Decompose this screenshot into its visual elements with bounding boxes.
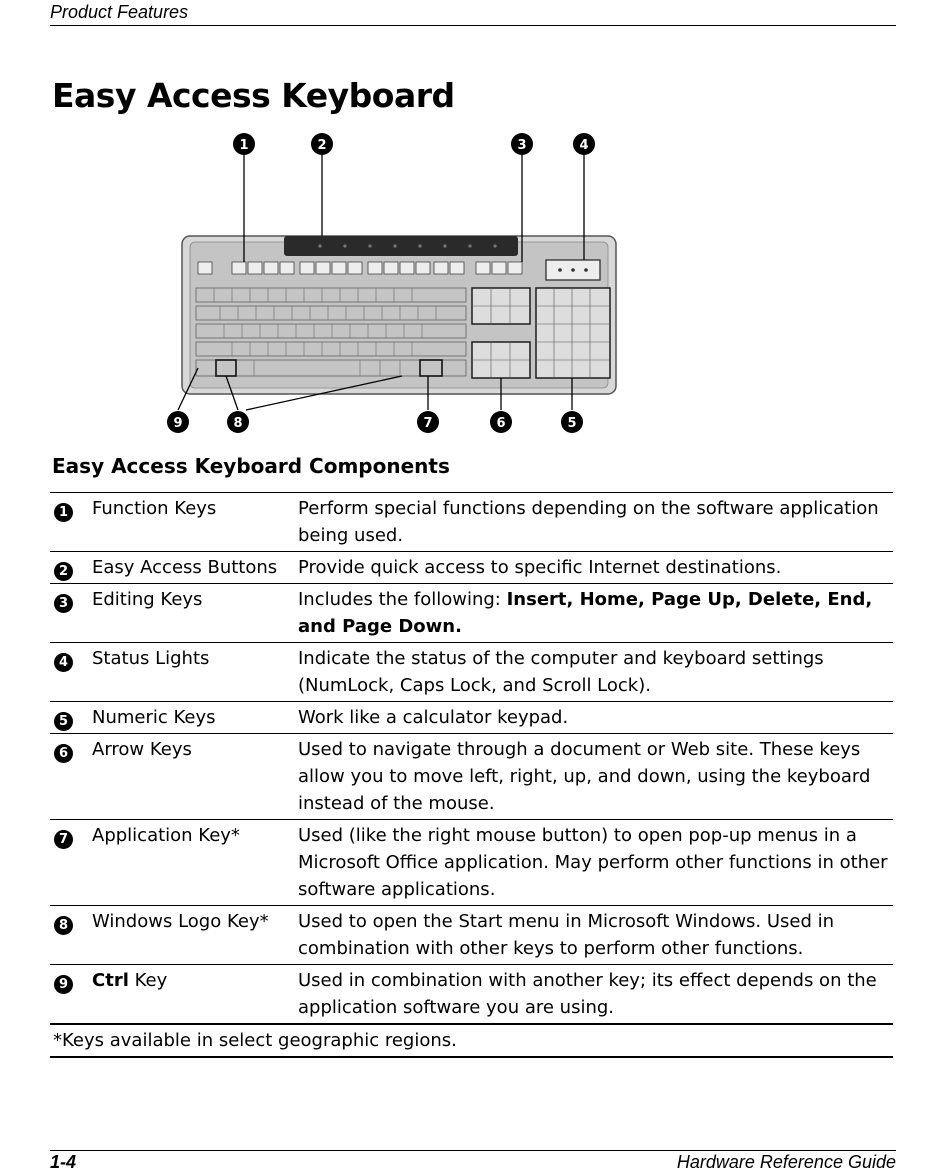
callout-bullet: 2 [54,562,73,581]
callout-bullet: 3 [54,594,73,613]
callout-1 [233,133,255,155]
callout-3 [511,133,533,155]
callout-bullet: 4 [54,653,73,672]
page-title: Easy Access Keyboard [52,76,455,115]
svg-text:8: 8 [233,416,243,431]
component-description: Provide quick access to specific Internet destinations. [298,557,782,578]
table-row [50,820,893,906]
component-name: Status Lights [92,648,210,669]
function-keys-row [232,262,522,274]
table-row [50,552,893,584]
table-row [50,906,893,965]
svg-text:7: 7 [423,416,433,431]
numeric-keypad [536,288,610,378]
component-name: Editing Keys [92,589,203,610]
table-row [50,965,893,1025]
component-name: Key [128,970,168,991]
section-title: Easy Access Keyboard Components [52,454,450,478]
component-name-bold: Ctrl [92,970,129,991]
svg-text:1: 1 [239,138,249,153]
component-description-bold: Insert, Home, Page Up, Delete, End, and Page Down. [298,589,873,637]
callout-bullet: 9 [54,975,73,994]
svg-text:6: 6 [496,416,506,431]
svg-text:2: 2 [317,138,327,153]
component-name: Numeric Keys [92,707,216,728]
running-head: Product Features [50,2,896,26]
callout-bullet: 5 [54,712,73,731]
components-table [50,492,893,1058]
keyboard-diagram [160,128,620,440]
component-name: Easy Access Buttons [92,557,278,578]
callout-bullet: 1 [54,503,73,522]
callout-9 [167,411,189,433]
callout-bullet: 6 [54,744,73,763]
callout-6 [490,411,512,433]
svg-text:9: 9 [173,416,183,431]
component-name: Application Key* [92,825,240,846]
table-row [50,643,893,702]
svg-text:4: 4 [579,138,589,153]
page-number: 1-4 [50,1152,77,1172]
component-description: Used in combination with another key; its effect depends on the application software you are using. [298,970,877,1018]
component-description: Indicate the status of the computer and keyboard settings (NumLock, Caps Lock, and Scroll Lock). [298,648,824,696]
callout-7 [417,411,439,433]
callout-5 [561,411,583,433]
callout-8 [227,411,249,433]
component-name: Function Keys [92,498,217,519]
table-row [50,493,893,552]
guide-title: Hardware Reference Guide [676,1152,896,1172]
component-description: Used (like the right mouse button) to open pop-up menus in a Microsoft Office application. May perform other functions in other software applications. [298,825,888,900]
component-description: Used to navigate through a document or Web site. These keys allow you to move left, right, up, and down, using the keyboard instead of the mouse. [298,739,871,814]
component-description: Perform special functions depending on the software application being used. [298,498,879,546]
callout-2 [311,133,333,155]
svg-text:3: 3 [517,138,527,153]
svg-text:5: 5 [567,416,577,431]
table-row [50,702,893,734]
callout-bullet: 7 [54,830,73,849]
callout-bullet: 8 [54,916,73,935]
component-name: Arrow Keys [92,739,192,760]
callout-4 [573,133,595,155]
component-description: Used to open the Start menu in Microsoft Windows. Used in combination with other keys to perform other functions. [298,911,835,959]
table-row [50,584,893,643]
page-footer [50,1150,896,1173]
table-row [50,734,893,820]
component-description: Work like a calculator keypad. [298,707,569,728]
table-footnote-row [50,1024,893,1057]
component-name: Windows Logo Key* [92,911,269,932]
component-description: Includes the following: [298,589,507,610]
footnote: *Keys available in select geographic regions. [53,1030,457,1051]
